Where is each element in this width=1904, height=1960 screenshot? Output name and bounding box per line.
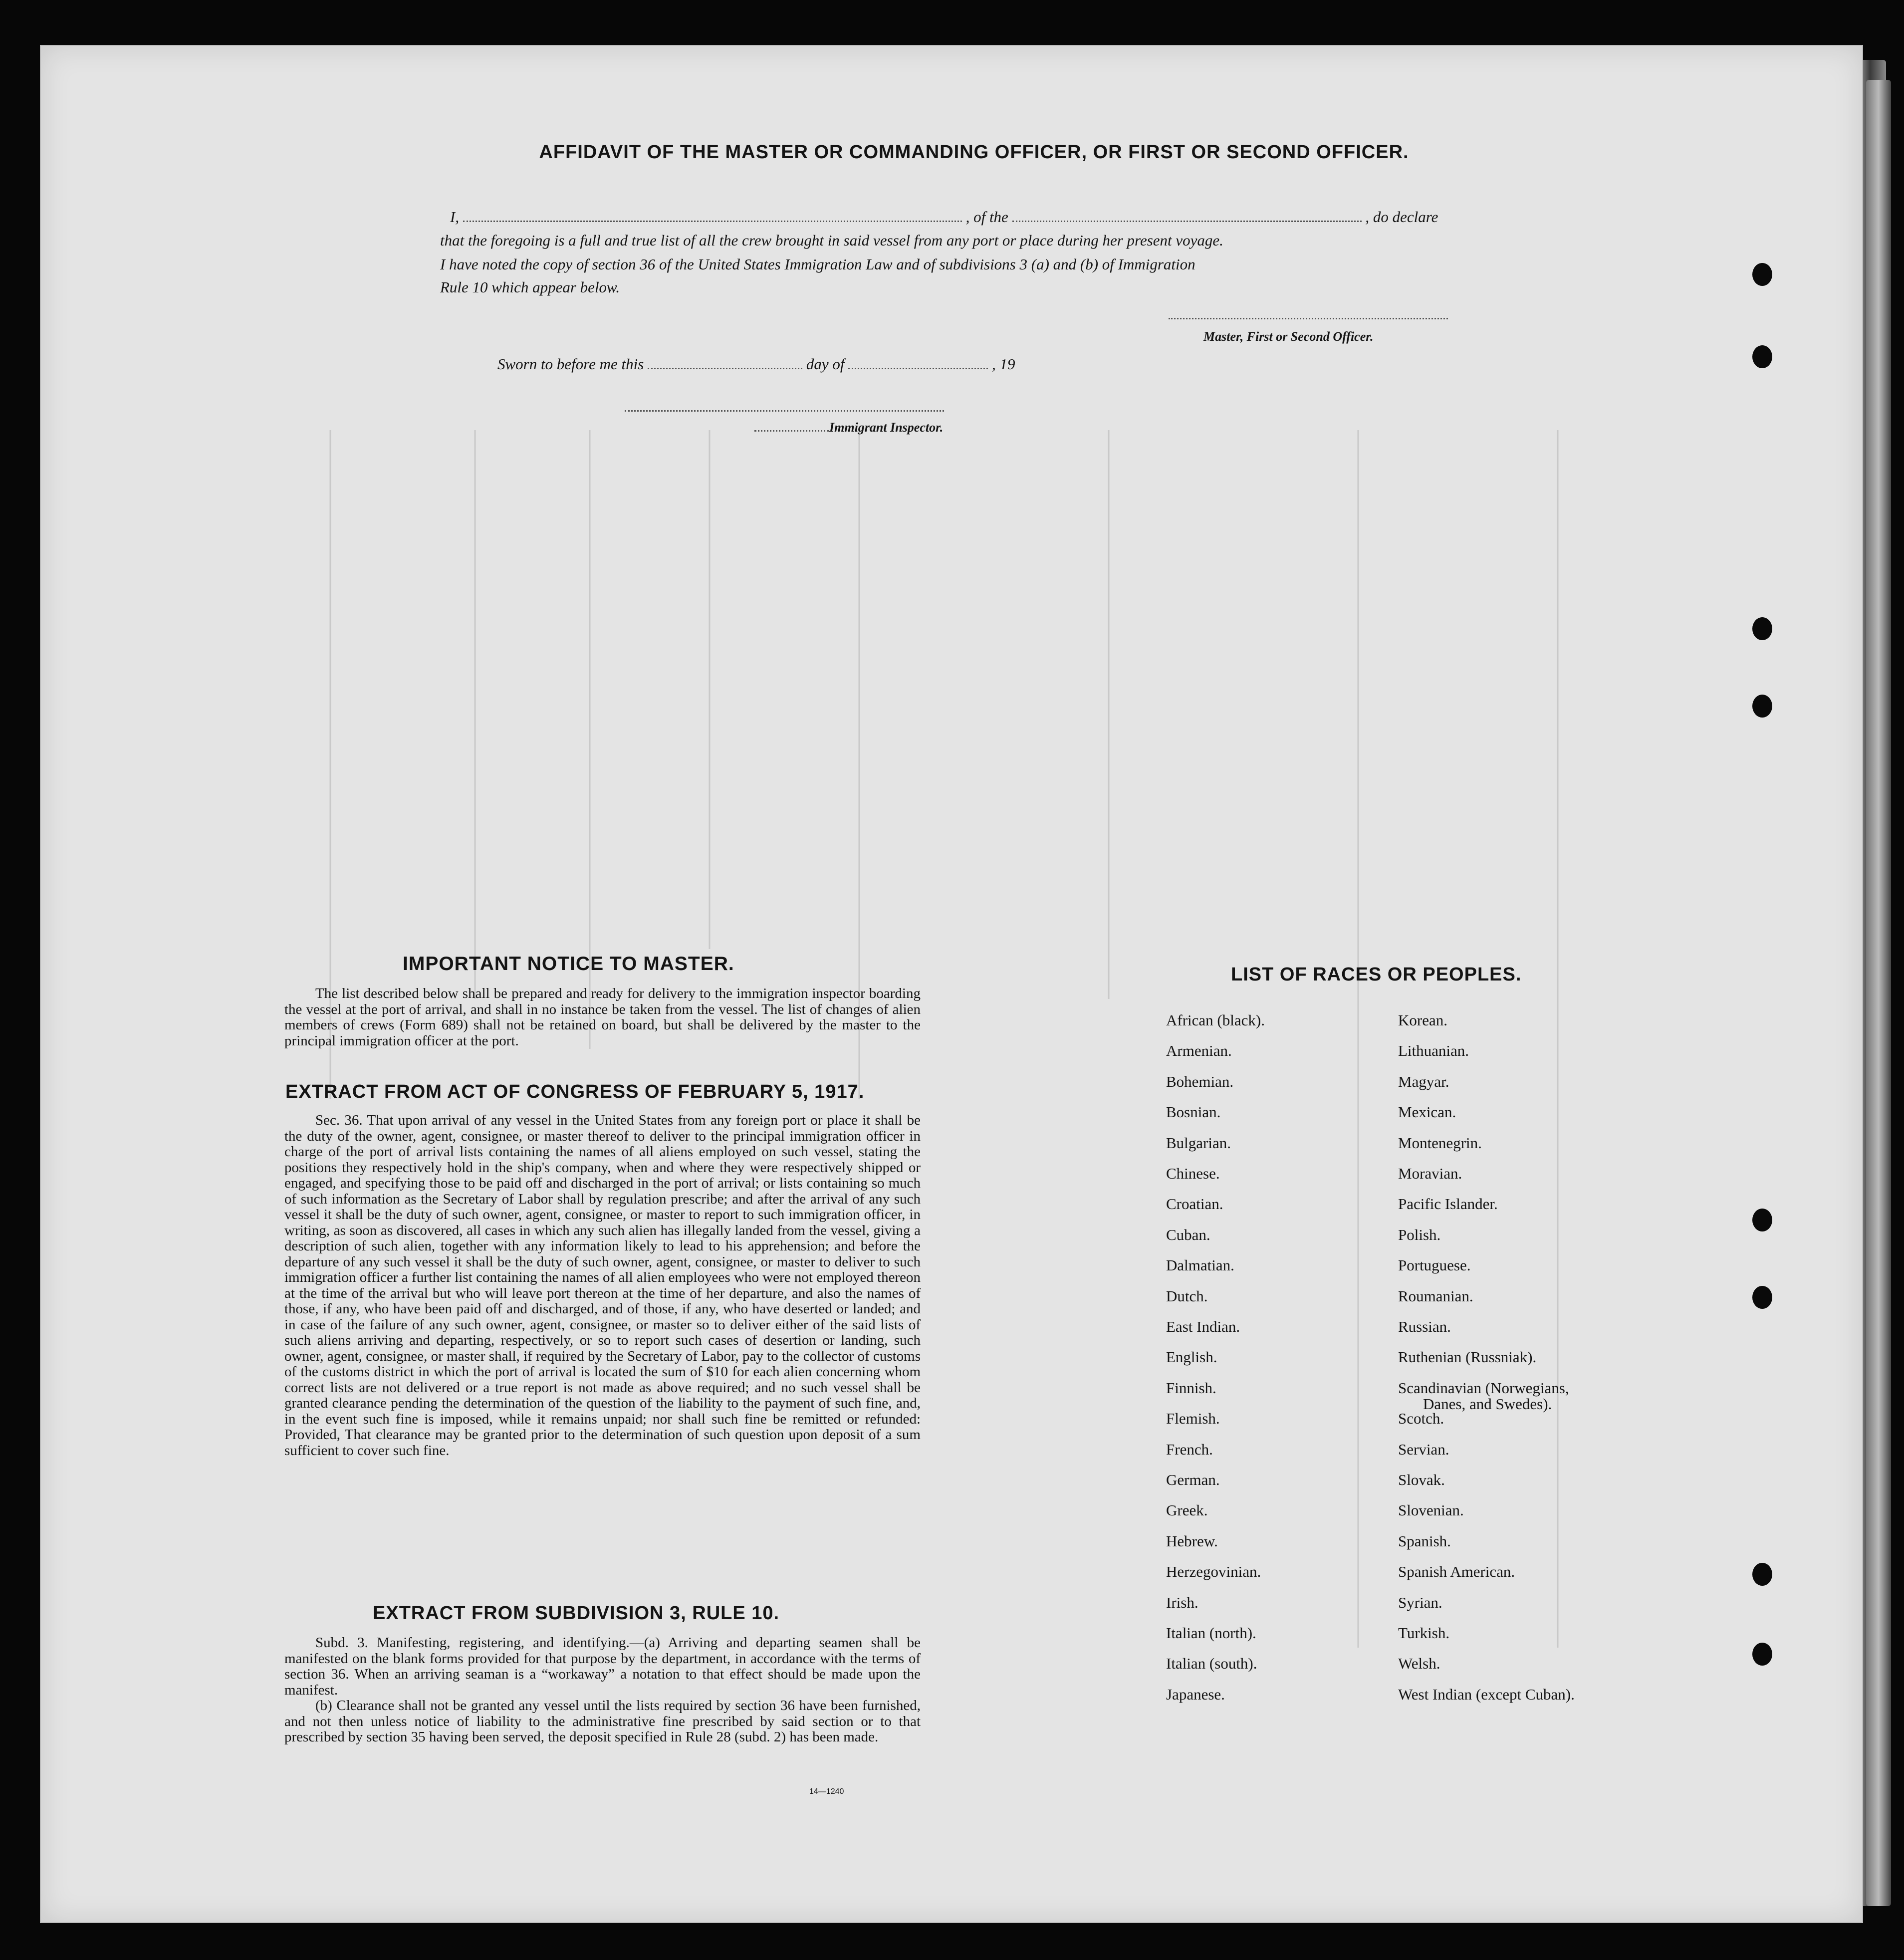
subdivision-a-paragraph: Subd. 3. Manifesting, registering, and identifying.—(a) Arriving and departing seamen shall be manifested on the blank forms provided for that purpose by the department, in accordance with the terms of section 36. When an arriving seaman is a “workaway” a notation to that effect should be made upon the manifest. <box>284 1635 921 1698</box>
race-item: Syrian. <box>1398 1593 1442 1611</box>
filing-hole <box>1752 1209 1772 1231</box>
affidavit-i-label: I, <box>450 208 460 226</box>
race-item: Dalmatian. <box>1166 1256 1234 1274</box>
race-item: Lithuanian. <box>1398 1042 1469 1060</box>
master-signature-line <box>1169 318 1448 319</box>
race-item: Korean. <box>1398 1011 1447 1029</box>
race-item: French. <box>1166 1440 1213 1458</box>
race-item: Italian (south). <box>1166 1655 1257 1673</box>
affidavit-title: AFFIDAVIT OF THE MASTER OR COMMANDING OFFICER, OR FIRST OR SECOND OFFICER. <box>539 142 1409 163</box>
race-item: Spanish. <box>1398 1532 1451 1550</box>
race-item: Flemish. <box>1166 1410 1220 1428</box>
race-item: Servian. <box>1398 1440 1449 1458</box>
filing-hole <box>1752 1643 1772 1666</box>
race-item: Pacific Islander. <box>1398 1195 1498 1213</box>
affidavit-line-2: that the foregoing is a full and true list of all the crew brought in said vessel from any port or place during her present voyage. <box>440 232 1223 249</box>
race-item: Mexican. <box>1398 1103 1456 1121</box>
affidavit-of-the-label: , of the <box>965 208 1008 226</box>
affidavit-line-4: Rule 10 which appear below. <box>440 278 620 296</box>
document-page <box>40 45 1863 1923</box>
day-of-label: day of <box>806 355 845 373</box>
extract-rule-title: EXTRACT FROM SUBDIVISION 3, RULE 10. <box>373 1603 780 1624</box>
affidavit-declaration-line <box>450 208 1438 226</box>
year-label: , 19 <box>991 355 1015 373</box>
extract-act-text <box>284 1113 921 1459</box>
inspector-label: Immigrant Inspector. <box>829 420 944 435</box>
bleed-through-grid <box>310 151 1658 1698</box>
race-item: Herzegovinian. <box>1166 1563 1261 1581</box>
race-item: Montenegrin. <box>1398 1134 1482 1152</box>
race-item: Ruthenian (Russniak). <box>1398 1348 1537 1366</box>
race-item: Turkish. <box>1398 1624 1450 1642</box>
sworn-label: Sworn to before me this <box>497 355 644 373</box>
affidavit-declare-label: , do declare <box>1365 208 1438 226</box>
vessel-blank <box>1012 221 1362 222</box>
filing-hole <box>1752 617 1772 640</box>
race-item: Bohemian. <box>1166 1072 1234 1090</box>
race-item: English. <box>1166 1348 1217 1366</box>
race-item: Moravian. <box>1398 1165 1462 1182</box>
form-number: 14—1240 <box>809 1787 844 1796</box>
extract-rule-text <box>284 1635 921 1745</box>
race-item: Finnish. <box>1166 1379 1216 1397</box>
inspector-signature-label <box>754 420 943 435</box>
race-item: West Indian (except Cuban). <box>1398 1685 1575 1703</box>
race-item: Polish. <box>1398 1225 1441 1243</box>
section-36-paragraph: Sec. 36. That upon arrival of any vessel in the United States from any foreign port or place it shall be the duty of the owner, agent, consignee, or master thereof to deliver to the principal immigration officer in charge of the port of arrival lists containing the names of all aliens employed on such vessel, stating the positions they respectively hold in the ship's company, when and where they were respectively shipped or engaged, and specifying those to be paid off and discharged in the port of arrival; or lists containing so much of such information as the Secretary of Labor shall by regulation prescribe; and after the arrival of any such vessel it shall be the duty of such owner, agent, consignee, or master to report to such immigration officer, in writing, as soon as discovered, all cases in which any such alien has illegally landed from the vessel, giving a description of such alien, together with any information likely to lead to his apprehension; and before the departure of any such vessel it shall be the duty of such owner, agent, consignee, or master to deliver to such immigration officer a further list containing the names of all alien employees who were not employed thereon at the time of the arrival but who will leave port thereon at the time of her departure, and also the names of those, if any, who have been paid off and discharged, and of those, if any, who have deserted or landed; and in case of the failure of any such owner, agent, consignee, or master so to deliver either of the said lists of such aliens arriving and departing, respectively, or so to report such cases of desertion or landing, such owner, agent, consignee, or master shall, if required by the Secretary of Labor, pay to the collector of customs of the customs district in which the port of arrival is located the sum of $10 for each alien concerning whom correct lists are not delivered or a true report is not made as above required; and no such vessel shall be granted clearance pending the determination of the question of the liability to the payment of such fine, and, in the event such fine is imposed, while it remains unpaid; nor shall such fine be remitted or refunded: Provided, That clearance may be granted prior to the determination of such question upon deposit of a sum sufficient to cover such fine. <box>284 1112 921 1459</box>
race-item: Roumanian. <box>1398 1287 1473 1305</box>
race-item: Bulgarian. <box>1166 1134 1231 1152</box>
race-item: Slovenian. <box>1398 1501 1464 1519</box>
notice-text <box>284 986 921 1049</box>
inspector-name-blank <box>754 430 829 432</box>
filing-hole <box>1752 695 1772 718</box>
race-item: Italian (north). <box>1166 1624 1256 1642</box>
race-item: Portuguese. <box>1398 1256 1471 1274</box>
race-item: Scandinavian (Norwegians, <box>1398 1379 1569 1397</box>
sworn-day-blank <box>648 368 802 369</box>
race-item: Dutch. <box>1166 1287 1208 1305</box>
race-item: Greek. <box>1166 1501 1208 1519</box>
page-stack-edge-back <box>1866 80 1891 1906</box>
race-item: Chinese. <box>1166 1165 1220 1182</box>
race-item: Cuban. <box>1166 1225 1210 1243</box>
race-item: African (black). <box>1166 1011 1265 1029</box>
filing-hole <box>1752 345 1772 368</box>
race-item: Welsh. <box>1398 1655 1440 1673</box>
race-item: Croatian. <box>1166 1195 1223 1213</box>
filing-hole <box>1752 1563 1772 1586</box>
filing-hole <box>1752 263 1772 286</box>
race-item: Irish. <box>1166 1593 1198 1611</box>
affidavit-line-3: I have noted the copy of section 36 of the United States Immigration Law and of subdivisions 3 (a) and (b) of Immigration <box>440 255 1195 273</box>
sworn-month-blank <box>848 368 988 369</box>
race-item: German. <box>1166 1471 1220 1488</box>
race-item: East Indian. <box>1166 1318 1240 1335</box>
race-item-continuation: Danes, and Swedes). <box>1423 1395 1552 1413</box>
race-item: Armenian. <box>1166 1042 1232 1060</box>
sworn-line <box>497 355 1015 373</box>
master-signature-label: Master, First or Second Officer. <box>1203 329 1374 344</box>
extract-act-title: EXTRACT FROM ACT OF CONGRESS OF FEBRUARY 5, 1917. <box>285 1081 865 1102</box>
race-item: Scotch. <box>1398 1410 1444 1428</box>
races-title: LIST OF RACES OR PEOPLES. <box>1231 964 1522 985</box>
subdivision-b-paragraph: (b) Clearance shall not be granted any vessel until the lists required by section 36 have been furnished, and not then unless notice of liability to the administrative fine prescribed by said section or to that prescribed by section 35 having been served, the deposit specified in Rule 28 (subd. 2) has been made. <box>284 1698 921 1745</box>
inspector-signature-line <box>625 410 944 412</box>
race-item: Spanish American. <box>1398 1563 1515 1581</box>
race-item: Slovak. <box>1398 1471 1445 1488</box>
notice-title: IMPORTANT NOTICE TO MASTER. <box>403 953 734 975</box>
race-item: Russian. <box>1398 1318 1451 1335</box>
race-item: Japanese. <box>1166 1685 1225 1703</box>
race-item: Bosnian. <box>1166 1103 1221 1121</box>
race-item: Hebrew. <box>1166 1532 1218 1550</box>
filing-hole <box>1752 1286 1772 1309</box>
notice-paragraph: The list described below shall be prepared and ready for delivery to the immigration inspector boarding the vessel at the port of arrival, and shall in no instance be taken from the vessel. The list of changes of alien members of crews (Form 689) shall not be retained on board, but shall be delivered by the master to the principal immigration officer at the port. <box>284 985 921 1049</box>
race-item: Magyar. <box>1398 1072 1449 1090</box>
name-blank <box>463 221 962 222</box>
